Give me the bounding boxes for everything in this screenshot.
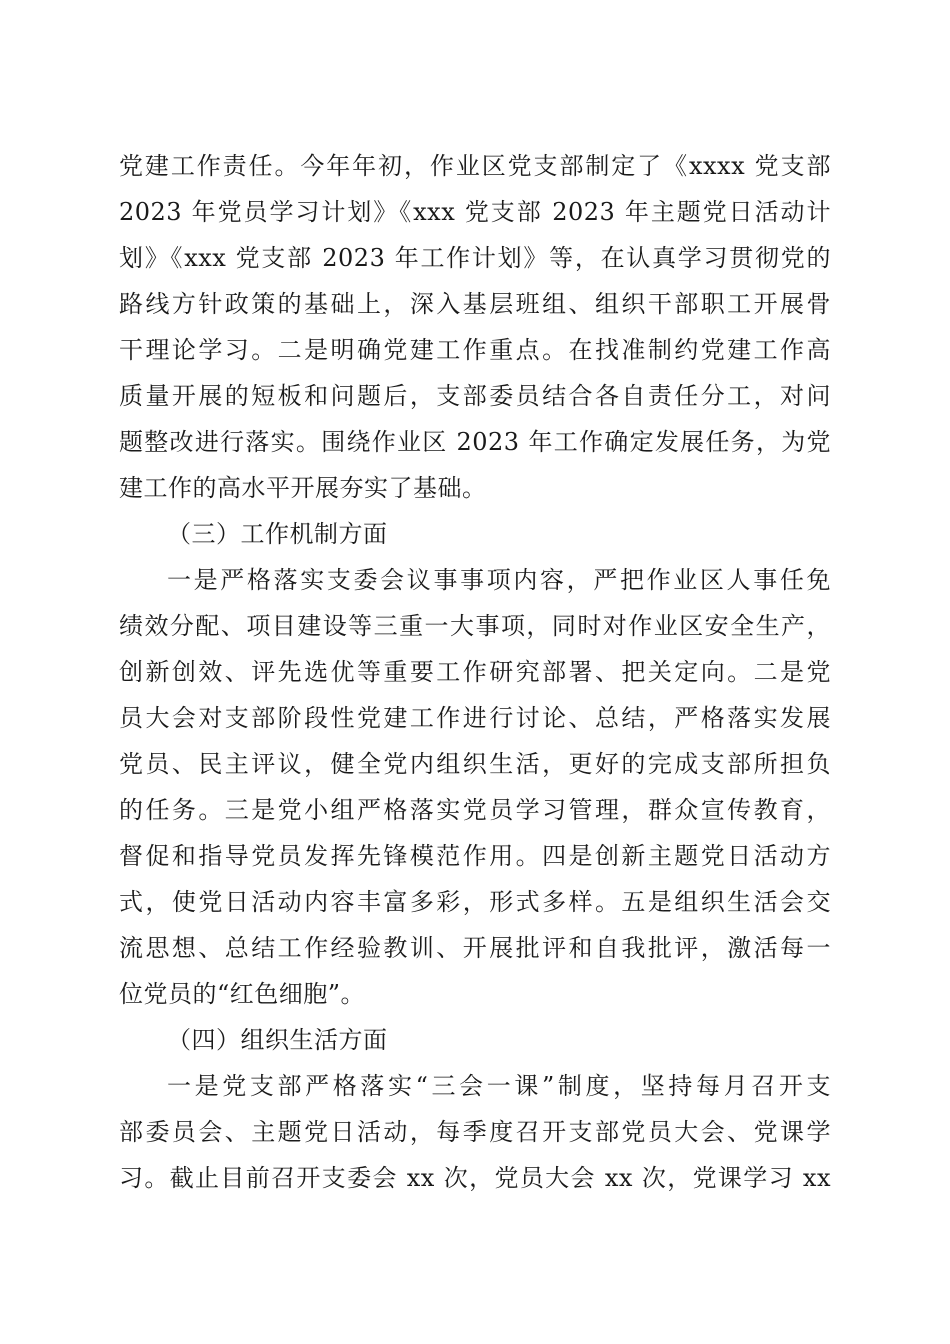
paragraph-3-line-3: 习。截止目前召开支委会 xx 次，党员大会 xx 次，党课学习 xx <box>119 1164 831 1192</box>
paragraph-2-line-10: 位党员的“红色细胞”。 <box>119 980 366 1008</box>
paragraph-3-line-2: 部委员会、主题党日活动，每季度召开支部党员大会、党课学 <box>119 1118 831 1146</box>
paragraph-2-line-5: 党员、民主评议，健全党内组织生活，更好的完成支部所担负 <box>119 750 831 778</box>
paragraph-2-line-9: 流思想、总结工作经验教训、开展批评和自我批评，激活每一 <box>119 934 831 962</box>
paragraph-2-line-7: 督促和指导党员发挥先锋模范作用。四是创新主题党日活动方 <box>119 842 831 870</box>
paragraph-1-line-8: 建工作的高水平开展夯实了基础。 <box>119 474 487 502</box>
paragraph-2-line-8: 式，使党日活动内容丰富多彩，形式多样。五是组织生活会交 <box>119 888 831 916</box>
paragraph-2-line-3: 创新创效、评先选优等重要工作研究部署、把关定向。二是党 <box>119 658 831 686</box>
paragraph-1-line-6: 质量开展的短板和问题后，支部委员结合各自责任分工，对问 <box>119 382 831 410</box>
section-heading-4: （四）组织生活方面 <box>167 1026 388 1054</box>
paragraph-1-line-5: 干理论学习。二是明确党建工作重点。在找准制约党建工作高 <box>119 336 831 364</box>
paragraph-3-line-1: 一是党支部严格落实“三会一课”制度，坚持每月召开支 <box>167 1072 831 1100</box>
paragraph-2-line-6: 的任务。三是党小组严格落实党员学习管理，群众宣传教育， <box>119 796 831 824</box>
paragraph-2-line-2: 绩效分配、项目建设等三重一大事项，同时对作业区安全生产， <box>119 612 831 640</box>
paragraph-1-line-2: 2023 年党员学习计划》《xxx 党支部 2023 年主题党日活动计 <box>119 198 831 226</box>
section-heading-3: （三）工作机制方面 <box>167 520 388 548</box>
paragraph-1-line-4: 路线方针政策的基础上，深入基层班组、组织干部职工开展骨 <box>119 290 831 318</box>
paragraph-2-line-1: 一是严格落实支委会议事事项内容，严把作业区人事任免 <box>167 566 831 594</box>
paragraph-1-line-7: 题整改进行落实。围绕作业区 2023 年工作确定发展任务，为党 <box>119 428 831 456</box>
paragraph-2-line-4: 员大会对支部阶段性党建工作进行讨论、总结，严格落实发展 <box>119 704 831 732</box>
paragraph-1-line-1: 党建工作责任。今年年初，作业区党支部制定了《xxxx 党支部 <box>119 152 831 180</box>
paragraph-1-line-3: 划》《xxx 党支部 2023 年工作计划》等，在认真学习贯彻党的 <box>119 244 831 272</box>
